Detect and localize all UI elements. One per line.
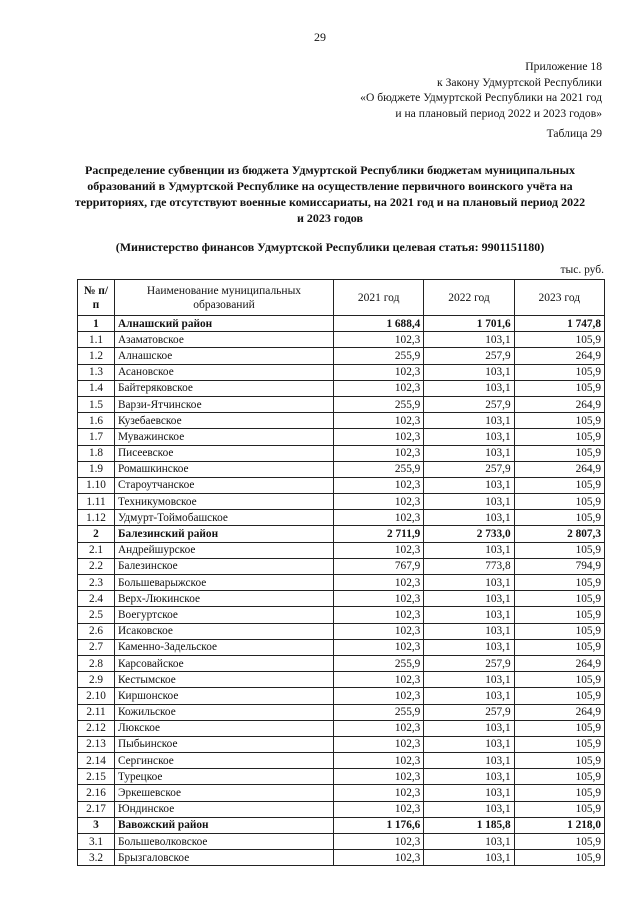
header-name: Наименование муниципальных образований: [115, 280, 334, 316]
table-row: [78, 445, 605, 461]
cell-name: Карсовайское: [115, 655, 334, 671]
cell-name: Алнашское: [115, 348, 334, 364]
cell-name: Большеволковское: [115, 834, 334, 850]
cell-2023: 105,9: [514, 850, 604, 866]
table-header-row: [78, 280, 605, 316]
cell-name: Балезинский район: [115, 526, 334, 542]
table-row: [78, 461, 605, 477]
cell-2023: 2 807,3: [514, 526, 604, 542]
table-row: [78, 769, 605, 785]
cell-2022: 103,1: [424, 688, 514, 704]
cell-num: 2.9: [78, 672, 115, 688]
cell-num: 2.14: [78, 753, 115, 769]
cell-2021: 102,3: [334, 575, 424, 591]
cell-2022: 103,1: [424, 785, 514, 801]
table-label: Таблица 29: [546, 127, 602, 141]
cell-2023: 105,9: [514, 494, 604, 510]
cell-2022: 103,1: [424, 380, 514, 396]
cell-2023: 1 218,0: [514, 817, 604, 833]
cell-name: Исаковское: [115, 623, 334, 639]
cell-2023: 105,9: [514, 413, 604, 429]
cell-2022: 1 185,8: [424, 817, 514, 833]
table-row: [78, 348, 605, 364]
table-row: [78, 558, 605, 574]
cell-2021: 102,3: [334, 494, 424, 510]
cell-2022: 103,1: [424, 413, 514, 429]
table-body: [78, 316, 605, 866]
cell-num: 2.5: [78, 607, 115, 623]
cell-2023: 105,9: [514, 834, 604, 850]
cell-name: Юндинское: [115, 801, 334, 817]
table-row: [78, 494, 605, 510]
cell-num: 2.7: [78, 639, 115, 655]
cell-2022: 773,8: [424, 558, 514, 574]
cell-2022: 103,1: [424, 477, 514, 493]
cell-2023: 105,9: [514, 801, 604, 817]
cell-num: 1.5: [78, 396, 115, 412]
table-row: [78, 720, 605, 736]
table-row: [78, 655, 605, 671]
cell-2023: 105,9: [514, 688, 604, 704]
cell-name: Пыбьинское: [115, 736, 334, 752]
cell-2023: 105,9: [514, 380, 604, 396]
cell-2021: 2 711,9: [334, 526, 424, 542]
appendix-line: Приложение 18: [525, 60, 602, 73]
cell-2021: 102,3: [334, 688, 424, 704]
cell-num: 2.1: [78, 542, 115, 558]
cell-2023: 105,9: [514, 542, 604, 558]
cell-2022: 257,9: [424, 396, 514, 412]
cell-2023: 105,9: [514, 332, 604, 348]
cell-2021: 102,3: [334, 769, 424, 785]
cell-2021: 102,3: [334, 332, 424, 348]
table-row: [78, 607, 605, 623]
cell-2023: 105,9: [514, 623, 604, 639]
cell-2023: 105,9: [514, 364, 604, 380]
cell-2021: 767,9: [334, 558, 424, 574]
cell-num: 2.17: [78, 801, 115, 817]
cell-2022: 103,1: [424, 801, 514, 817]
cell-num: 2.16: [78, 785, 115, 801]
cell-name: Азаматовское: [115, 332, 334, 348]
cell-num: 2.11: [78, 704, 115, 720]
cell-num: 1.3: [78, 364, 115, 380]
cell-name: Каменно-Задельское: [115, 639, 334, 655]
cell-2022: 103,1: [424, 850, 514, 866]
header-2022: 2022 год: [424, 280, 514, 316]
cell-2021: 102,3: [334, 672, 424, 688]
cell-2022: 103,1: [424, 672, 514, 688]
cell-name: Техникумовское: [115, 494, 334, 510]
cell-num: 2.6: [78, 623, 115, 639]
cell-num: 2.10: [78, 688, 115, 704]
cell-2021: 255,9: [334, 348, 424, 364]
cell-2022: 2 733,0: [424, 526, 514, 542]
cell-2022: 257,9: [424, 655, 514, 671]
cell-2021: 102,3: [334, 413, 424, 429]
table-row: [78, 413, 605, 429]
cell-2021: 102,3: [334, 542, 424, 558]
cell-2022: 103,1: [424, 753, 514, 769]
cell-num: 1.10: [78, 477, 115, 493]
cell-name: Люкское: [115, 720, 334, 736]
table-row: [78, 364, 605, 380]
table-row: [78, 575, 605, 591]
cell-2023: 105,9: [514, 785, 604, 801]
cell-2023: 105,9: [514, 429, 604, 445]
cell-2023: 105,9: [514, 736, 604, 752]
table-row: [78, 672, 605, 688]
cell-2022: 103,1: [424, 591, 514, 607]
cell-2023: 105,9: [514, 445, 604, 461]
table-row: [78, 639, 605, 655]
cell-name: Кузебаевское: [115, 413, 334, 429]
appendix-block: [360, 59, 602, 142]
table-row: [78, 332, 605, 348]
table-row: [78, 801, 605, 817]
table-row-district: [78, 316, 605, 332]
cell-2021: 102,3: [334, 510, 424, 526]
table-row: [78, 477, 605, 493]
cell-name: Муважинское: [115, 429, 334, 445]
table-row: [78, 834, 605, 850]
cell-num: 2.3: [78, 575, 115, 591]
cell-name: Верх-Люкинское: [115, 591, 334, 607]
cell-2023: 105,9: [514, 477, 604, 493]
header-2021: 2021 год: [334, 280, 424, 316]
cell-2021: 102,3: [334, 591, 424, 607]
table-row: [78, 591, 605, 607]
cell-2022: 103,1: [424, 623, 514, 639]
cell-2023: 1 747,8: [514, 316, 604, 332]
cell-num: 3: [78, 817, 115, 833]
appendix-line: к Закону Удмуртской Республики: [437, 75, 602, 89]
cell-2021: 102,3: [334, 477, 424, 493]
table-row: [78, 429, 605, 445]
cell-name: Большеварыжское: [115, 575, 334, 591]
cell-num: 1: [78, 316, 115, 332]
cell-2023: 105,9: [514, 720, 604, 736]
cell-2023: 105,9: [514, 753, 604, 769]
cell-2022: 103,1: [424, 510, 514, 526]
cell-2021: 1 688,4: [334, 316, 424, 332]
table-row-district: [78, 526, 605, 542]
cell-2022: 103,1: [424, 769, 514, 785]
cell-name: Андрейшурское: [115, 542, 334, 558]
cell-2022: 103,1: [424, 364, 514, 380]
cell-2022: 257,9: [424, 704, 514, 720]
cell-2021: 255,9: [334, 396, 424, 412]
cell-num: 3.1: [78, 834, 115, 850]
cell-num: 1.8: [78, 445, 115, 461]
cell-2023: 264,9: [514, 348, 604, 364]
table-row: [78, 736, 605, 752]
cell-name: Байтеряковское: [115, 380, 334, 396]
cell-name: Кестымское: [115, 672, 334, 688]
cell-2021: 255,9: [334, 704, 424, 720]
cell-num: 2.13: [78, 736, 115, 752]
table-row: [78, 623, 605, 639]
header-num: № п/п: [78, 280, 115, 316]
header-2023: 2023 год: [514, 280, 604, 316]
appendix-line: и на плановый период 2022 и 2023 годов»: [395, 106, 602, 120]
subvention-table: [77, 279, 605, 866]
cell-2022: 1 701,6: [424, 316, 514, 332]
page-number: 29: [314, 30, 326, 44]
ministry-line: (Министерство финансов Удмуртской Республики целевая статья: 9901151180): [115, 240, 545, 254]
cell-2023: 105,9: [514, 575, 604, 591]
cell-num: 2.2: [78, 558, 115, 574]
document-title: Распределение субвенции из бюджета Удмуртской Республики бюджетам муниципальных образований в Удмуртской Республике на осуществление первичного воинского учёта на территориях, где отсутствуют военные комиссариаты, на 2021 год и на плановый период 2022 и 2023 годов: [74, 163, 586, 225]
cell-2022: 257,9: [424, 461, 514, 477]
cell-num: 1.4: [78, 380, 115, 396]
cell-2021: 102,3: [334, 607, 424, 623]
cell-2023: 794,9: [514, 558, 604, 574]
table-row: [78, 510, 605, 526]
cell-num: 2.8: [78, 655, 115, 671]
cell-2021: 102,3: [334, 850, 424, 866]
cell-2022: 103,1: [424, 494, 514, 510]
cell-2023: 264,9: [514, 396, 604, 412]
table-row: [78, 542, 605, 558]
cell-name: Алнашский район: [115, 316, 334, 332]
cell-2023: 105,9: [514, 510, 604, 526]
cell-name: Староутчанское: [115, 477, 334, 493]
cell-num: 1.12: [78, 510, 115, 526]
cell-name: Писеевское: [115, 445, 334, 461]
table-row: [78, 785, 605, 801]
table-row: [78, 704, 605, 720]
table-row: [78, 850, 605, 866]
cell-num: 2: [78, 526, 115, 542]
cell-2022: 103,1: [424, 542, 514, 558]
table-row: [78, 380, 605, 396]
cell-2022: 103,1: [424, 332, 514, 348]
cell-name: Асановское: [115, 364, 334, 380]
table-row: [78, 688, 605, 704]
cell-name: Ромашкинское: [115, 461, 334, 477]
cell-2021: 102,3: [334, 445, 424, 461]
units-label: тыс. руб.: [560, 264, 604, 276]
cell-num: 3.2: [78, 850, 115, 866]
cell-2021: 102,3: [334, 380, 424, 396]
cell-2022: 103,1: [424, 429, 514, 445]
cell-2022: 103,1: [424, 445, 514, 461]
table-row: [78, 753, 605, 769]
cell-2023: 105,9: [514, 639, 604, 655]
cell-2022: 103,1: [424, 834, 514, 850]
cell-num: 1.6: [78, 413, 115, 429]
cell-2021: 102,3: [334, 736, 424, 752]
cell-2023: 264,9: [514, 655, 604, 671]
cell-name: Вавожский район: [115, 817, 334, 833]
cell-2021: 102,3: [334, 364, 424, 380]
cell-2021: 1 176,6: [334, 817, 424, 833]
cell-2021: 102,3: [334, 623, 424, 639]
cell-2021: 255,9: [334, 655, 424, 671]
cell-name: Сергинское: [115, 753, 334, 769]
cell-2021: 102,3: [334, 429, 424, 445]
cell-2023: 264,9: [514, 461, 604, 477]
cell-2023: 105,9: [514, 607, 604, 623]
cell-name: Эркешевское: [115, 785, 334, 801]
table-row-district: [78, 817, 605, 833]
cell-num: 2.12: [78, 720, 115, 736]
cell-name: Балезинское: [115, 558, 334, 574]
cell-2023: 264,9: [514, 704, 604, 720]
cell-num: 1.2: [78, 348, 115, 364]
cell-name: Воегуртское: [115, 607, 334, 623]
cell-2021: 102,3: [334, 834, 424, 850]
cell-2021: 102,3: [334, 785, 424, 801]
cell-name: Киршонское: [115, 688, 334, 704]
cell-name: Удмурт-Тоймобашское: [115, 510, 334, 526]
cell-2021: 102,3: [334, 753, 424, 769]
appendix-line: «О бюджете Удмуртской Республики на 2021 год: [360, 91, 602, 105]
cell-2021: 102,3: [334, 801, 424, 817]
cell-2023: 105,9: [514, 672, 604, 688]
cell-name: Кожильское: [115, 704, 334, 720]
cell-name: Турецкое: [115, 769, 334, 785]
cell-num: 2.15: [78, 769, 115, 785]
cell-2022: 103,1: [424, 720, 514, 736]
cell-2021: 102,3: [334, 639, 424, 655]
cell-name: Варзи-Ятчинское: [115, 396, 334, 412]
cell-2022: 103,1: [424, 575, 514, 591]
cell-num: 1.11: [78, 494, 115, 510]
cell-2022: 103,1: [424, 736, 514, 752]
cell-name: Брызгаловское: [115, 850, 334, 866]
cell-2023: 105,9: [514, 591, 604, 607]
cell-num: 2.4: [78, 591, 115, 607]
cell-num: 1.9: [78, 461, 115, 477]
cell-2022: 103,1: [424, 639, 514, 655]
cell-2021: 255,9: [334, 461, 424, 477]
cell-2023: 105,9: [514, 769, 604, 785]
cell-num: 1.1: [78, 332, 115, 348]
table-row: [78, 396, 605, 412]
cell-2021: 102,3: [334, 720, 424, 736]
cell-2022: 257,9: [424, 348, 514, 364]
cell-num: 1.7: [78, 429, 115, 445]
cell-2022: 103,1: [424, 607, 514, 623]
